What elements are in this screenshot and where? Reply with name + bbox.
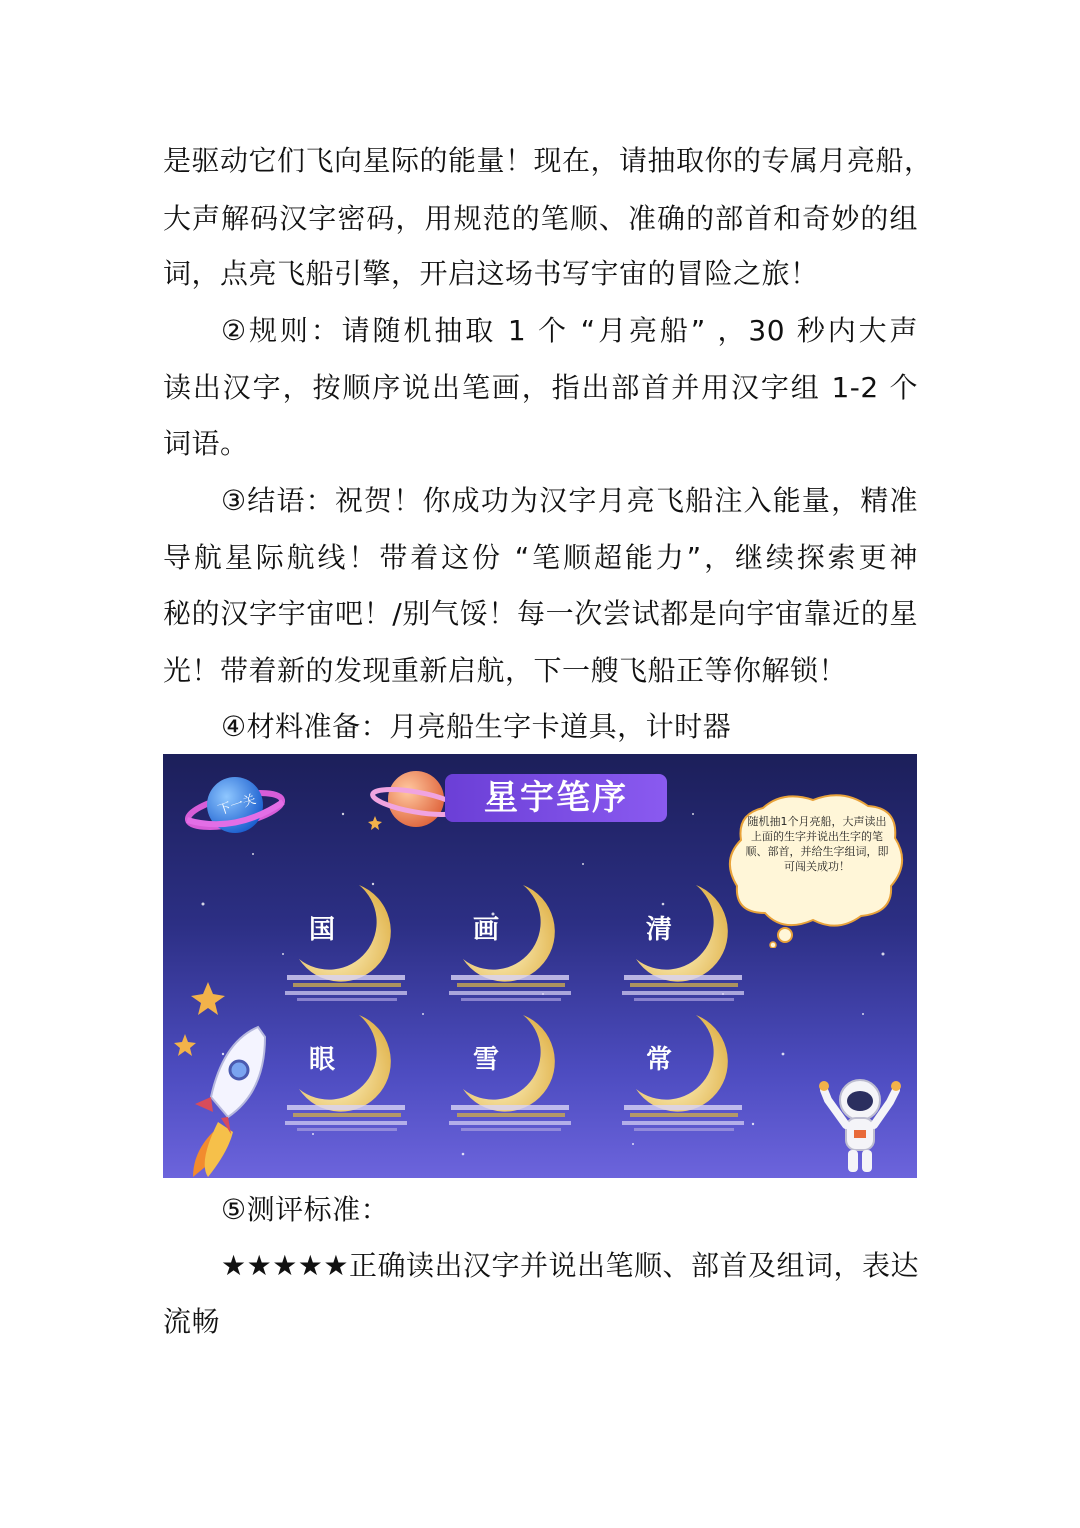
moon-character: 常: [646, 1045, 673, 1075]
evaluation-line: ★★★★★正确读出汉字并说出笔顺、部首及组词，表达: [221, 1249, 920, 1282]
moon-boat-card[interactable]: [445, 1009, 565, 1129]
crescent-moon-icon: [445, 879, 585, 1009]
moon-character: 眼: [309, 1045, 336, 1075]
evaluation-heading: ⑤测评标准：: [221, 1193, 390, 1226]
text-line: 导航星际航线！带着这份 “笔顺超能力”，继续探索更神: [163, 541, 918, 574]
text-line: 光！带着新的发现重新启航，下一艘飞船正等你解锁！: [163, 654, 848, 687]
moon-character: 画: [473, 915, 500, 945]
moon-boat-card[interactable]: [281, 879, 401, 999]
next-level-button[interactable]: [185, 772, 285, 842]
text-line: ③结语：祝贺！你成功为汉字月亮飞船注入能量，精准: [221, 484, 918, 517]
game-title: 星宇笔序: [445, 774, 667, 822]
text-line: 是驱动它们飞向星际的能量！现在，请抽取你的专属月亮船，: [163, 144, 933, 177]
moon-boat-card[interactable]: [281, 1009, 401, 1129]
materials-line: ④材料准备：月亮船生字卡道具，计时器: [221, 710, 732, 743]
next-level-label: 下一关: [216, 792, 258, 819]
rocket-icon: [173, 1022, 273, 1178]
text-line: 词语。: [163, 427, 249, 460]
crescent-moon-icon: [445, 1009, 585, 1139]
moon-boat-card[interactable]: [618, 1009, 738, 1129]
crescent-moon-icon: [281, 1009, 421, 1139]
crescent-moon-icon: [281, 879, 421, 1009]
moon-character: 雪: [473, 1045, 500, 1075]
moon-boat-card[interactable]: [445, 879, 565, 999]
hint-text: 随机抽1个月亮船，大声读出上面的生字并说出生字的笔顺、部首，并给生字组词，即可闯关成功！: [745, 815, 889, 873]
text-line: 读出汉字，按顺序说出笔画，指出部首并用汉字组 1-2 个: [163, 371, 918, 404]
text-line: 词，点亮飞船引擎，开启这场书写宇宙的冒险之旅！: [163, 257, 819, 290]
text-line: 秘的汉字宇宙吧！/别气馁！每一次尝试都是向宇宙靠近的星: [163, 597, 918, 630]
game-screenshot: [163, 754, 917, 1178]
crescent-moon-icon: [618, 1009, 758, 1139]
moon-character: 国: [309, 915, 336, 945]
text-line: ②规则：请随机抽取 1 个 “月亮船” ，30 秒内大声: [221, 314, 918, 347]
moon-character: 清: [646, 915, 673, 945]
crescent-moon-icon: [618, 879, 758, 1009]
text-line: 大声解码汉字密码，用规范的笔顺、准确的部首和奇妙的组: [163, 202, 918, 235]
astronaut-icon: [818, 1070, 903, 1178]
moon-boat-card[interactable]: [618, 879, 738, 999]
evaluation-line: 流畅: [163, 1305, 221, 1338]
